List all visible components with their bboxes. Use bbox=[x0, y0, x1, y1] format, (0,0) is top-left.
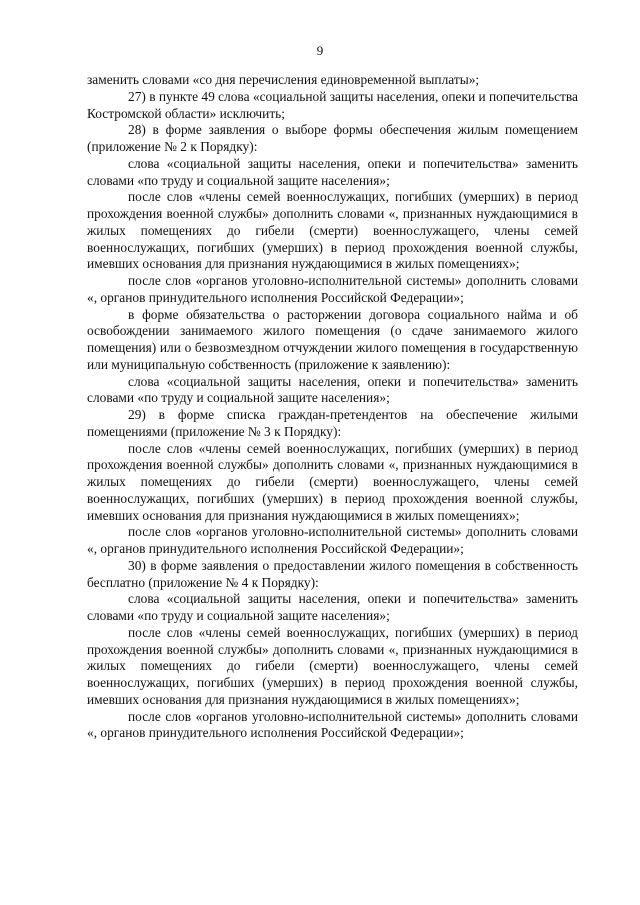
paragraph: 29) в форме списка граждан-претендентов на обеспечение жилыми помещениями (приложение № 3 к Порядку): bbox=[87, 407, 578, 439]
document-body bbox=[87, 72, 578, 742]
paragraph: слова «социальной защиты населения, опеки и попечительства» заменить словами «по труду и социальной защите населения»; bbox=[87, 155, 578, 188]
paragraph: после слов «органов уголовно-исполнительной системы» дополнить словами «, органов принудительного исполнения Российской Федерации»; bbox=[87, 273, 578, 305]
paragraph: после слов «члены семей военнослужащих, погибших (умерших) в период прохождения военной службы» дополнить словами «, признанных нуждающимися в жилых помещениях до гибели (смерти) военнослужащего, члены семей военнослужащих, погибших (умерших) в период прохождения военной службы, имевших основания для признания нуждающимися в жилых помещениях»; bbox=[87, 189, 578, 272]
paragraph: 28) в форме заявления о выборе формы обеспечения жилым помещением (приложение № 2 к Порядку): bbox=[87, 122, 578, 154]
paragraph: слова «социальной защиты населения, опеки и попечительства» заменить словами «по труду и социальной защите населения»; bbox=[87, 591, 578, 623]
paragraph: 30) в форме заявления о предоставлении жилого помещения в собственность бесплатно (приложение № 4 к Порядку): bbox=[87, 557, 578, 590]
paragraph: после слов «органов уголовно-исполнительной системы» дополнить словами «, органов принудительного исполнения Российской Федерации»; bbox=[87, 524, 578, 556]
paragraph: слова «социальной защиты населения, опеки и попечительства» заменить словами «по труду и социальной защите населения»; bbox=[87, 373, 578, 406]
page-number: 9 bbox=[316, 43, 324, 58]
paragraph: после слов «члены семей военнослужащих, погибших (умерших) в период прохождения военной службы» дополнить словами «, признанных нуждающимися в жилых помещениях до гибели (смерти) военнослужащего, члены семей военнослужащих, погибших (умерших) в период прохождения военной службы, имевших основания для признания нуждающимися в жилых помещениях»; bbox=[87, 440, 578, 523]
paragraph: заменить словами «со дня перечисления единовременной выплаты»; bbox=[87, 72, 480, 87]
paragraph: после слов «органов уголовно-исполнительной системы» дополнить словами «, органов принудительного исполнения Российской Федерации»; bbox=[87, 708, 578, 741]
paragraph: после слов «члены семей военнослужащих, погибших (умерших) в период прохождения военной службы» дополнить словами «, признанных нуждающимися в жилых помещениях до гибели (смерти) военнослужащего, члены семей военнослужащих, погибших (умерших) в период прохождения военной службы, имевших основания для признания нуждающимися в жилых помещениях»; bbox=[87, 624, 578, 707]
paragraph: в форме обязательства о расторжении договора социального найма и об освобождении занимаемого жилого помещения (о сдаче занимаемого жилого помещения) или о безвозмездном отчуждении жилого помещения в государственную или муниципальную собственность (приложение к заявлению): bbox=[87, 306, 578, 372]
paragraph: 27) в пункте 49 слова «социальной защиты населения, опеки и попечительства Костромской области» исключить; bbox=[87, 88, 578, 121]
